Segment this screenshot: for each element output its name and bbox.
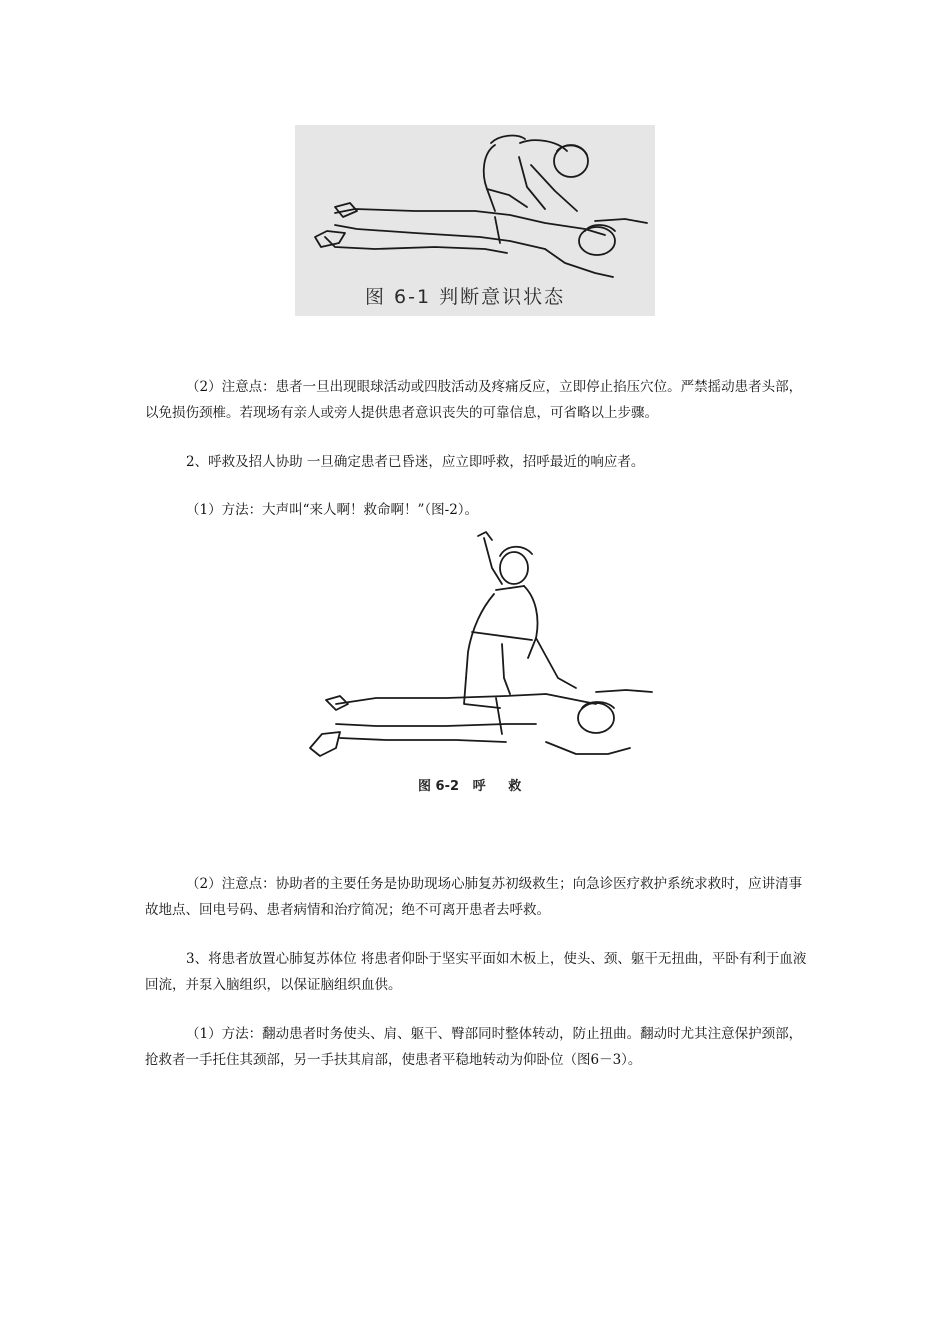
figure-caption: 图 6-2 呼 救	[418, 779, 522, 794]
figure-6-1	[295, 125, 655, 316]
paragraph-attention-points-2: （2）注意点：协助者的主要任务是协助现场心肺复苏初级救生；向急诊医疗救护系统求救时，应讲清事故地点、回电号码、患者病情和治疗简况；绝不可离开患者去呼救。	[145, 876, 803, 918]
figure-6-2	[296, 528, 660, 805]
paragraph-call-for-help: 2、呼救及招人协助 一旦确定患者已昏迷，应立即呼救，招呼最近的响应者。	[186, 454, 645, 470]
illustration-check-consciousness	[295, 125, 655, 316]
illustration-calling-for-help	[296, 528, 660, 805]
paragraph-cpr-position: 3、将患者放置心肺复苏体位 将患者仰卧于坚实平面如木板上，使头、颈、躯干无扭曲，平卧有利于血液回流，并泵入脑组织，以保证脑组织血供。	[145, 951, 807, 993]
figure-caption: 图 6-1 判断意识状态	[365, 286, 566, 308]
paragraph-method-2: （1）方法：翻动患者时务使头、肩、躯干、臀部同时整体转动，防止扭曲。翻动时尤其注意保护颈部，抢救者一手托住其颈部，另一手扶其肩部，使患者平稳地转动为仰卧位（图6－3）。	[145, 1026, 803, 1068]
paragraph-method-1: （1）方法：大声叫“来人啊！救命啊！”（图-2）。	[186, 502, 479, 518]
paragraph-attention-points-1: （2）注意点：患者一旦出现眼球活动或四肢活动及疼痛反应，立即停止掐压穴位。严禁摇动患者头部，以免损伤颈椎。若现场有亲人或旁人提供患者意识丧失的可靠信息，可省略以上步骤。	[145, 379, 803, 421]
